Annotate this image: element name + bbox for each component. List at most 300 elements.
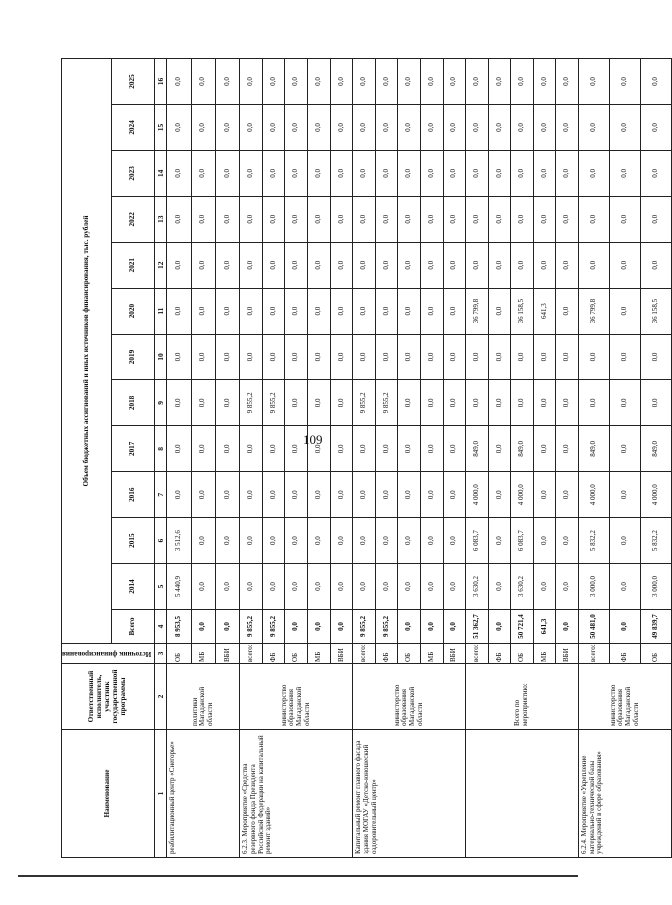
year-value: 0,0 (307, 150, 330, 196)
year-value: 0,0 (610, 518, 641, 564)
year-value: 0,0 (375, 518, 398, 564)
year-value: 0,0 (191, 380, 215, 426)
year-value: 0,0 (167, 242, 191, 288)
year-value: 0,0 (488, 518, 511, 564)
column-number: 8 (155, 426, 167, 472)
year-value: 0,0 (556, 380, 579, 426)
year-value: 3 630,2 (511, 564, 534, 610)
year-value: 0,0 (330, 150, 353, 196)
funding-source: ОБ (511, 644, 534, 664)
year-value: 0,0 (443, 472, 466, 518)
year-value: 0,0 (240, 472, 263, 518)
year-value: 0,0 (262, 105, 285, 151)
funding-source: всего: (240, 644, 263, 664)
year-value: 0,0 (330, 334, 353, 380)
year-value: 0,0 (353, 150, 376, 196)
column-number: 2 (155, 664, 167, 730)
total-value: 641,3 (533, 610, 556, 644)
year-value: 3 000,0 (579, 564, 610, 610)
activity-name: 6.2.4. Мероприятие «Укрепление материально-технической базы учреждений в сфере образования» (579, 730, 672, 858)
year-value: 0,0 (556, 518, 579, 564)
year-value: 0,0 (488, 334, 511, 380)
year-value: 0,0 (307, 105, 330, 151)
year-value: 0,0 (353, 426, 376, 472)
year-value: 0,0 (420, 196, 443, 242)
year-value: 0,0 (641, 380, 672, 426)
header-name: Наименование (62, 730, 155, 858)
year-value: 0,0 (579, 59, 610, 105)
year-value: 0,0 (579, 105, 610, 151)
activity-name: 6.2.3. Мероприятие «Средства резервного фонда Президента Российской Федерации на капитальный ремонт зданий» (240, 730, 353, 858)
header-source-text: Источник финансирования (62, 650, 152, 659)
year-value: 0,0 (285, 472, 308, 518)
year-value: 0,0 (610, 105, 641, 151)
year-value: 0,0 (215, 288, 239, 334)
year-value: 0,0 (420, 334, 443, 380)
funding-source: ВБИ (330, 644, 353, 664)
year-value: 0,0 (215, 472, 239, 518)
funding-source: ОБ (398, 644, 421, 664)
year-value: 0,0 (443, 426, 466, 472)
year-value: 0,0 (215, 334, 239, 380)
column-number-row (155, 59, 167, 858)
year-value: 0,0 (511, 380, 534, 426)
year-value: 0,0 (466, 242, 489, 288)
year-value: 0,0 (330, 380, 353, 426)
table-row (167, 59, 191, 858)
year-value: 0,0 (240, 426, 263, 472)
year-value: 0,0 (610, 380, 641, 426)
year-value: 0,0 (285, 59, 308, 105)
total-value: 0,0 (610, 610, 641, 644)
year-value: 0,0 (641, 150, 672, 196)
total-value: 8 953,5 (167, 610, 191, 644)
year-value: 9 855,2 (375, 380, 398, 426)
column-number: 6 (155, 518, 167, 564)
year-value: 0,0 (215, 105, 239, 151)
page-number: 109 (303, 432, 323, 447)
year-value: 0,0 (191, 242, 215, 288)
header-year: 2016 (112, 472, 155, 518)
year-value: 0,0 (556, 242, 579, 288)
funding-source: всего: (353, 644, 376, 664)
year-value: 0,0 (285, 242, 308, 288)
year-value: 0,0 (398, 426, 421, 472)
column-number: 5 (155, 564, 167, 610)
year-value: 0,0 (353, 59, 376, 105)
total-value: 0,0 (307, 610, 330, 644)
year-value: 0,0 (215, 196, 239, 242)
year-value: 0,0 (215, 242, 239, 288)
header-funding: Объем бюджетных ассигнований и иных источников финансирования, тыс. рублей (62, 59, 112, 644)
year-value: 0,0 (262, 288, 285, 334)
year-value: 0,0 (191, 426, 215, 472)
year-value: 0,0 (466, 380, 489, 426)
year-value: 0,0 (641, 59, 672, 105)
year-value: 0,0 (511, 334, 534, 380)
year-value: 0,0 (262, 472, 285, 518)
year-value: 0,0 (262, 59, 285, 105)
year-value: 0,0 (398, 242, 421, 288)
year-value: 849,0 (579, 426, 610, 472)
year-value: 0,0 (307, 426, 330, 472)
column-number: 9 (155, 380, 167, 426)
year-value: 0,0 (398, 150, 421, 196)
year-value: 0,0 (353, 242, 376, 288)
year-value: 0,0 (167, 288, 191, 334)
year-value: 0,0 (533, 334, 556, 380)
year-value: 0,0 (443, 196, 466, 242)
year-value: 0,0 (215, 150, 239, 196)
funding-source: ОБ (285, 644, 308, 664)
responsible-executor: министерство образования Магаданской области (579, 664, 672, 730)
funding-source: ФБ (375, 644, 398, 664)
year-value: 0,0 (398, 472, 421, 518)
total-value: 9 855,2 (240, 610, 263, 644)
funding-source: ФБ (262, 644, 285, 664)
year-value: 0,0 (191, 196, 215, 242)
year-value: 0,0 (240, 334, 263, 380)
funding-source: ФБ (610, 644, 641, 664)
year-value: 0,0 (488, 196, 511, 242)
funding-source: МБ (191, 644, 215, 664)
total-value: 50 481,0 (579, 610, 610, 644)
total-value: 0,0 (191, 610, 215, 644)
column-number: 11 (155, 288, 167, 334)
year-value: 0,0 (579, 196, 610, 242)
year-value: 0,0 (443, 518, 466, 564)
year-value: 0,0 (533, 564, 556, 610)
header-year: 2024 (112, 105, 155, 151)
year-value: 0,0 (466, 196, 489, 242)
funding-source: ОБ (641, 644, 672, 664)
year-value: 0,0 (466, 150, 489, 196)
year-value: 0,0 (556, 334, 579, 380)
funding-source: ФБ (488, 644, 511, 664)
year-value: 0,0 (398, 196, 421, 242)
year-value: 0,0 (330, 564, 353, 610)
year-value: 0,0 (353, 288, 376, 334)
column-number: 10 (155, 334, 167, 380)
year-value: 0,0 (262, 426, 285, 472)
total-value: 50 721,4 (511, 610, 534, 644)
year-value: 0,0 (398, 334, 421, 380)
responsible-executor: Всего по мероприятию: (466, 664, 579, 730)
total-value: 0,0 (443, 610, 466, 644)
header-year: 2017 (112, 426, 155, 472)
year-value: 0,0 (375, 150, 398, 196)
year-value: 0,0 (398, 59, 421, 105)
year-value: 0,0 (375, 288, 398, 334)
year-value: 0,0 (610, 59, 641, 105)
year-value: 0,0 (533, 59, 556, 105)
year-value: 0,0 (466, 105, 489, 151)
year-value: 0,0 (330, 105, 353, 151)
year-value: 3 512,6 (167, 518, 191, 564)
year-value: 0,0 (353, 196, 376, 242)
year-value: 0,0 (443, 288, 466, 334)
year-value: 0,0 (420, 426, 443, 472)
year-value: 0,0 (398, 105, 421, 151)
year-value: 0,0 (398, 380, 421, 426)
activity-name (466, 730, 579, 858)
funding-source: всего: (466, 644, 489, 664)
year-value: 0,0 (285, 196, 308, 242)
year-value: 0,0 (307, 59, 330, 105)
year-value: 0,0 (420, 288, 443, 334)
funding-source: МБ (307, 644, 330, 664)
total-value: 0,0 (215, 610, 239, 644)
year-value: 0,0 (307, 242, 330, 288)
total-value: 0,0 (330, 610, 353, 644)
funding-source: ВБИ (215, 644, 239, 664)
year-value: 0,0 (488, 150, 511, 196)
year-value: 0,0 (641, 334, 672, 380)
year-value: 0,0 (191, 150, 215, 196)
year-value: 0,0 (167, 196, 191, 242)
year-value: 0,0 (307, 334, 330, 380)
year-value: 0,0 (556, 288, 579, 334)
year-value: 849,0 (641, 426, 672, 472)
rotated-table-wrapper (61, 58, 660, 858)
table-row (466, 59, 489, 858)
year-value: 6 083,7 (466, 518, 489, 564)
year-value: 0,0 (579, 242, 610, 288)
year-value: 0,0 (511, 150, 534, 196)
year-value: 0,0 (375, 59, 398, 105)
year-value: 0,0 (556, 196, 579, 242)
year-value: 0,0 (330, 288, 353, 334)
year-value: 0,0 (353, 105, 376, 151)
year-value: 0,0 (556, 150, 579, 196)
year-value: 0,0 (488, 564, 511, 610)
year-value: 0,0 (533, 105, 556, 151)
year-value: 36 799,8 (579, 288, 610, 334)
year-value: 0,0 (488, 426, 511, 472)
year-value: 0,0 (375, 426, 398, 472)
year-value: 0,0 (443, 334, 466, 380)
year-value: 0,0 (610, 150, 641, 196)
year-value: 0,0 (488, 59, 511, 105)
year-value: 4 000,0 (466, 472, 489, 518)
year-value: 4 000,0 (641, 472, 672, 518)
year-value: 0,0 (610, 242, 641, 288)
year-value: 0,0 (556, 59, 579, 105)
column-number: 16 (155, 59, 167, 105)
year-value: 0,0 (641, 196, 672, 242)
year-value: 0,0 (167, 472, 191, 518)
year-value: 0,0 (466, 59, 489, 105)
year-value: 0,0 (191, 518, 215, 564)
year-value: 0,0 (167, 150, 191, 196)
year-value: 0,0 (191, 564, 215, 610)
year-value: 4 000,0 (579, 472, 610, 518)
year-value: 0,0 (579, 150, 610, 196)
activity-name: Капитальный ремонт главного фасада здания МОГАУ «Детско-юношеский оздоровительный центр» (353, 730, 466, 858)
funding-source: ВБИ (556, 644, 579, 664)
year-value: 0,0 (420, 564, 443, 610)
year-value: 0,0 (285, 564, 308, 610)
year-value: 0,0 (641, 105, 672, 151)
year-value: 9 855,2 (240, 380, 263, 426)
header-year: 2019 (112, 334, 155, 380)
year-value: 0,0 (420, 105, 443, 151)
year-value: 3 000,0 (641, 564, 672, 610)
year-value: 0,0 (330, 472, 353, 518)
year-value: 36 158,5 (641, 288, 672, 334)
year-value: 0,0 (533, 242, 556, 288)
year-value: 0,0 (191, 288, 215, 334)
year-value: 0,0 (375, 242, 398, 288)
year-value: 0,0 (262, 518, 285, 564)
header-year: 2020 (112, 288, 155, 334)
total-value: 9 855,2 (262, 610, 285, 644)
year-value: 0,0 (215, 564, 239, 610)
activity-name: реабилитационный центр «Снегорье» (167, 730, 240, 858)
column-number: 1 (155, 730, 167, 858)
total-value: 0,0 (398, 610, 421, 644)
year-value: 0,0 (610, 426, 641, 472)
year-value: 0,0 (533, 426, 556, 472)
year-value: 0,0 (191, 334, 215, 380)
year-value: 0,0 (511, 196, 534, 242)
total-value: 49 839,7 (641, 610, 672, 644)
year-value: 5 832,2 (579, 518, 610, 564)
year-value: 0,0 (533, 380, 556, 426)
responsible-executor: министерство образования Магаданской области (240, 664, 353, 730)
year-value: 0,0 (420, 380, 443, 426)
year-value: 0,0 (240, 105, 263, 151)
year-value: 0,0 (556, 426, 579, 472)
year-value: 0,0 (307, 518, 330, 564)
header-year: 2022 (112, 196, 155, 242)
column-number: 15 (155, 105, 167, 151)
year-value: 0,0 (511, 105, 534, 151)
funding-source: МБ (533, 644, 556, 664)
year-value: 0,0 (466, 334, 489, 380)
column-number: 12 (155, 242, 167, 288)
year-value: 0,0 (240, 518, 263, 564)
year-value: 0,0 (262, 242, 285, 288)
header-year: 2018 (112, 380, 155, 426)
column-number: 3 (155, 644, 167, 664)
header-year: 2015 (112, 518, 155, 564)
bottom-rule (18, 875, 578, 877)
total-value: 0,0 (556, 610, 579, 644)
funding-source: МБ (420, 644, 443, 664)
year-value: 5 440,9 (167, 564, 191, 610)
year-value: 0,0 (167, 334, 191, 380)
year-value: 0,0 (215, 380, 239, 426)
year-value: 0,0 (579, 334, 610, 380)
year-value: 0,0 (307, 380, 330, 426)
year-value: 0,0 (420, 242, 443, 288)
year-value: 0,0 (167, 105, 191, 151)
year-value: 0,0 (610, 564, 641, 610)
year-value: 0,0 (307, 564, 330, 610)
year-value: 0,0 (375, 105, 398, 151)
year-value: 0,0 (330, 196, 353, 242)
year-value: 0,0 (262, 564, 285, 610)
year-value: 0,0 (240, 150, 263, 196)
year-value: 0,0 (240, 196, 263, 242)
year-value: 0,0 (240, 288, 263, 334)
year-value: 0,0 (443, 105, 466, 151)
table-body (167, 59, 672, 858)
year-value: 0,0 (285, 334, 308, 380)
year-value: 0,0 (240, 564, 263, 610)
year-value: 0,0 (443, 380, 466, 426)
year-value: 0,0 (488, 472, 511, 518)
year-value: 0,0 (579, 380, 610, 426)
year-value: 0,0 (353, 334, 376, 380)
year-value: 0,0 (443, 150, 466, 196)
year-value: 0,0 (191, 472, 215, 518)
year-value: 0,0 (215, 518, 239, 564)
year-value: 0,0 (533, 518, 556, 564)
funding-source: ВБИ (443, 644, 466, 664)
year-value: 0,0 (353, 472, 376, 518)
header-year: 2021 (112, 242, 155, 288)
year-value: 0,0 (443, 564, 466, 610)
year-value: 0,0 (353, 564, 376, 610)
total-value: 0,0 (285, 610, 308, 644)
year-value: 0,0 (191, 59, 215, 105)
year-value: 0,0 (420, 59, 443, 105)
total-value: 51 362,7 (466, 610, 489, 644)
year-value: 0,0 (167, 59, 191, 105)
year-value: 0,0 (375, 334, 398, 380)
header-year: 2023 (112, 150, 155, 196)
year-value: 0,0 (307, 472, 330, 518)
year-value: 0,0 (262, 150, 285, 196)
year-value: 0,0 (488, 242, 511, 288)
year-value: 36 799,8 (466, 288, 489, 334)
year-value: 0,0 (240, 242, 263, 288)
total-value: 9 855,2 (375, 610, 398, 644)
header-year: 2025 (112, 59, 155, 105)
header-source (62, 644, 155, 664)
header-responsible: Ответственный исполнитель, участник государственной программы (62, 664, 155, 730)
year-value: 0,0 (443, 59, 466, 105)
year-value: 0,0 (398, 288, 421, 334)
year-value: 0,0 (262, 196, 285, 242)
year-value: 0,0 (610, 472, 641, 518)
budget-table (61, 58, 672, 858)
year-value: 0,0 (533, 196, 556, 242)
column-number: 7 (155, 472, 167, 518)
year-value: 0,0 (285, 105, 308, 151)
year-value: 0,0 (307, 288, 330, 334)
year-value: 0,0 (533, 472, 556, 518)
year-value: 0,0 (375, 472, 398, 518)
year-value: 0,0 (330, 518, 353, 564)
year-value: 0,0 (641, 242, 672, 288)
year-value: 0,0 (556, 105, 579, 151)
year-value: 0,0 (330, 59, 353, 105)
year-value: 0,0 (215, 426, 239, 472)
total-value: 9 855,2 (353, 610, 376, 644)
year-value: 9 855,2 (262, 380, 285, 426)
column-number: 13 (155, 196, 167, 242)
table-row (579, 59, 610, 858)
funding-source: ОБ (167, 644, 191, 664)
responsible-executor: министерство образования Магаданской области (353, 664, 466, 730)
year-value: 0,0 (610, 288, 641, 334)
year-value: 849,0 (466, 426, 489, 472)
year-value: 0,0 (420, 150, 443, 196)
year-value: 0,0 (375, 196, 398, 242)
